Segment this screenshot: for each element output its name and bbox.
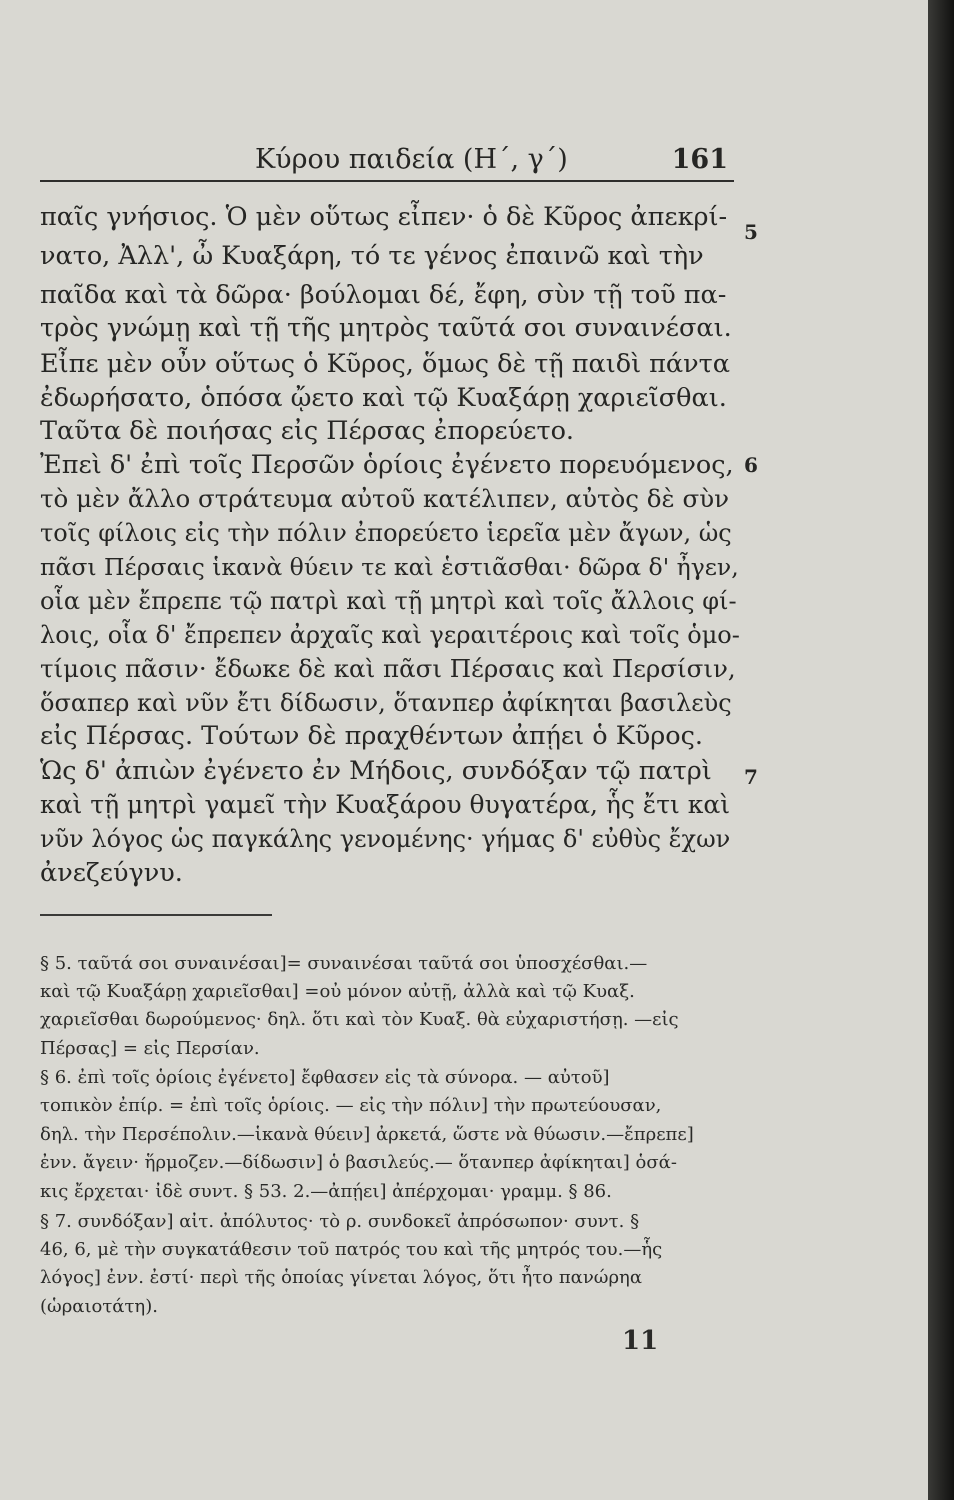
section-number: 5 xyxy=(744,220,758,244)
text-line: νατο, Ἀλλ', ὦ Κυαξάρη, τό τε γένος ἐπαινῶ καὶ τὴν xyxy=(40,241,704,271)
book-spine-edge xyxy=(928,0,954,1500)
footnote-line: ἐνν. ἄγειν· ἥρμοζεν.—δίδωσιν] ὁ βασιλεύς.— ὅτανπερ ἀφίκηται] ὁσά- xyxy=(40,1152,677,1173)
footnote-separator xyxy=(40,914,272,916)
footnote-line: καὶ τῷ Κυαξάρῃ χαριεῖσθαι] =οὐ μόνον αὐτῇ, ἀλλὰ καὶ τῷ Κυαξ. xyxy=(40,981,635,1002)
text-line: τίμοις πᾶσιν· ἔδωκε δὲ καὶ πᾶσι Πέρσαις καὶ Περσίσιν, xyxy=(40,654,736,683)
section-number: 6 xyxy=(744,453,758,477)
text-line: ὅσαπερ καὶ νῦν ἔτι δίδωσιν, ὅτανπερ ἀφίκηται βασιλεὺς xyxy=(40,689,732,717)
footnote-line: δηλ. τὴν Περσέπολιν.—ἱκανὰ θύειν] ἀρκετά, ὥστε νὰ θύωσιν.—ἔπρεπε] xyxy=(40,1124,694,1145)
footnote-line: § 5. ταῦτά σοι συναινέσαι]= συναινέσαι ταῦτά σοι ὑποσχέσθαι.— xyxy=(40,953,648,974)
text-line: εἰς Πέρσας. Τούτων δὲ πραχθέντων ἀπῄει ὁ Κῦρος. xyxy=(40,721,703,751)
running-header xyxy=(40,140,734,182)
text-line: λοις, οἷα δ' ἔπρεπεν ἀρχαῖς καὶ γεραιτέροις καὶ τοῖς ὁμο- xyxy=(40,621,740,649)
text-line: τοῖς φίλοις εἰς τὴν πόλιν ἐπορεύετο ἱερεῖα μὲν ἄγων, ὡς xyxy=(40,519,732,547)
text-line: παῖδα καὶ τὰ δῶρα· βούλομαι δέ, ἔφη, σὺν τῇ τοῦ πα- xyxy=(40,280,727,310)
printer-signature: 11 xyxy=(622,1326,659,1356)
text-line: οἷα μὲν ἔπρεπε τῷ πατρὶ καὶ τῇ μητρὶ καὶ τοῖς ἄλλοις φί- xyxy=(40,587,737,615)
footnote-line: 46, 6, μὲ τὴν συγκατάθεσιν τοῦ πατρός του καὶ τῆς μητρός του.—ἧς xyxy=(40,1239,663,1260)
text-line: καὶ τῇ μητρὶ γαμεῖ τὴν Κυαξάρου θυγατέρα, ἧς ἔτι καὶ xyxy=(40,790,731,819)
text-line: Ἐπεὶ δ' ἐπὶ τοῖς Περσῶν ὁρίοις ἐγένετο πορευόμενος, xyxy=(40,450,734,480)
page-number: 161 xyxy=(671,144,728,175)
footnote-line: τοπικὸν ἐπίρ. = ἐπὶ τοῖς ὁρίοις. — εἰς τὴν πόλιν] τὴν πρωτεύουσαν, xyxy=(40,1095,662,1116)
footnote-line: χαριεῖσθαι δωρούμενος· δηλ. ὅτι καὶ τὸν Κυαξ. θὰ εὐχαριστήσῃ. —εἰς xyxy=(40,1009,679,1030)
text-line: παῖς γνήσιος. Ὁ μὲν οὕτως εἶπεν· ὁ δὲ Κῦρος ἀπεκρί- xyxy=(40,202,728,232)
footnote-line: κις ἔρχεται· ἰδὲ συντ. § 53. 2.—ἀπῄει] ἀπέρχομαι· γραμμ. § 86. xyxy=(40,1181,612,1202)
footnote-line: § 7. συνδόξαν] αἰτ. ἀπόλυτος· τὸ ρ. συνδοκεῖ ἀπρόσωπον· συντ. § xyxy=(40,1211,640,1232)
text-line: τρὸς γνώμῃ καὶ τῇ τῆς μητρὸς ταῦτά σοι συναινέσαι. xyxy=(40,313,732,343)
section-number: 7 xyxy=(744,765,758,789)
text-line: Εἶπε μὲν οὖν οὕτως ὁ Κῦρος, ὅμως δὲ τῇ παιδὶ πάντα xyxy=(40,349,730,379)
page-header-title: Κύρου παιδεία (Η΄, γ΄) xyxy=(255,144,568,175)
footnote-line: λόγος] ἐνν. ἐστί· περὶ τῆς ὁποίας γίνεται λόγος, ὅτι ἦτο πανώρηα xyxy=(40,1267,642,1288)
footnote-line: Πέρσας] = εἰς Περσίαν. xyxy=(40,1038,260,1059)
footnote-line: (ὡραιοτάτη). xyxy=(40,1296,158,1317)
text-line: τὸ μὲν ἄλλο στράτευμα αὐτοῦ κατέλιπεν, αὐτὸς δὲ σὺν xyxy=(40,484,729,513)
text-line: πᾶσι Πέρσαις ἱκανὰ θύειν τε καὶ ἑστιᾶσθαι· δῶρα δ' ἦγεν, xyxy=(40,553,739,581)
text-line: Ταῦτα δὲ ποιήσας εἰς Πέρσας ἐπορεύετο. xyxy=(40,416,575,446)
footnote-line: § 6. ἐπὶ τοῖς ὁρίοις ἐγένετο] ἔφθασεν εἰς τὰ σύνορα. — αὐτοῦ] xyxy=(40,1067,610,1088)
text-line: ἐδωρήσατο, ὁπόσα ᾤετο καὶ τῷ Κυαξάρῃ χαριεῖσθαι. xyxy=(40,383,727,413)
text-line: ἀνεζεύγνυ. xyxy=(40,858,183,888)
text-line: Ὡς δ' ἀπιὼν ἐγένετο ἐν Μήδοις, συνδόξαν τῷ πατρὶ xyxy=(40,756,712,786)
text-line: νῦν λόγος ὡς παγκάλης γενομένης· γήμας δ' εὐθὺς ἔχων xyxy=(40,825,731,853)
